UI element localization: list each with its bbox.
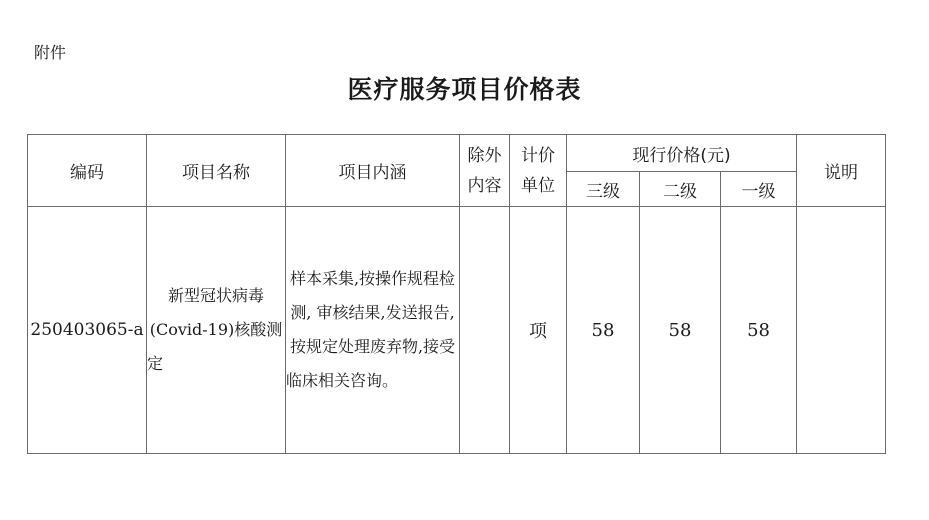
header-note: 说明 <box>797 135 886 207</box>
price-table <box>27 134 886 454</box>
cell-name: 新型冠状病毒(Covid-19)核酸测定 <box>147 207 286 454</box>
cell-level1: 58 <box>721 207 797 454</box>
header-name: 项目名称 <box>147 135 286 207</box>
attachment-label: 附件 <box>34 43 67 62</box>
cell-unit: 项 <box>510 207 567 454</box>
cell-note <box>797 207 886 454</box>
header-level2: 二级 <box>640 172 721 207</box>
page-title: 医疗服务项目价格表 <box>347 75 582 104</box>
header-row <box>28 135 886 172</box>
cell-level3: 58 <box>567 207 640 454</box>
header-excluded-line1: 除外 <box>467 145 502 166</box>
header-code: 编码 <box>28 135 147 207</box>
cell-code: 250403065-a <box>28 207 147 454</box>
header-unit <box>510 135 567 207</box>
header-unit-line2: 单位 <box>521 175 555 196</box>
header-price-group: 现行价格(元) <box>567 135 797 172</box>
cell-level2: 58 <box>640 207 721 454</box>
header-level1: 一级 <box>721 172 797 207</box>
cell-excluded <box>460 207 510 454</box>
header-content: 项目内涵 <box>286 135 460 207</box>
table-row <box>28 207 886 454</box>
cell-content: 样本采集,按操作规程检测, 审核结果,发送报告,按规定处理废弃物,接受临床相关咨询。 <box>286 207 460 454</box>
header-unit-line1: 计价 <box>521 145 555 166</box>
header-excluded <box>460 135 510 207</box>
header-excluded-line2: 内容 <box>467 175 502 196</box>
header-level3: 三级 <box>567 172 640 207</box>
